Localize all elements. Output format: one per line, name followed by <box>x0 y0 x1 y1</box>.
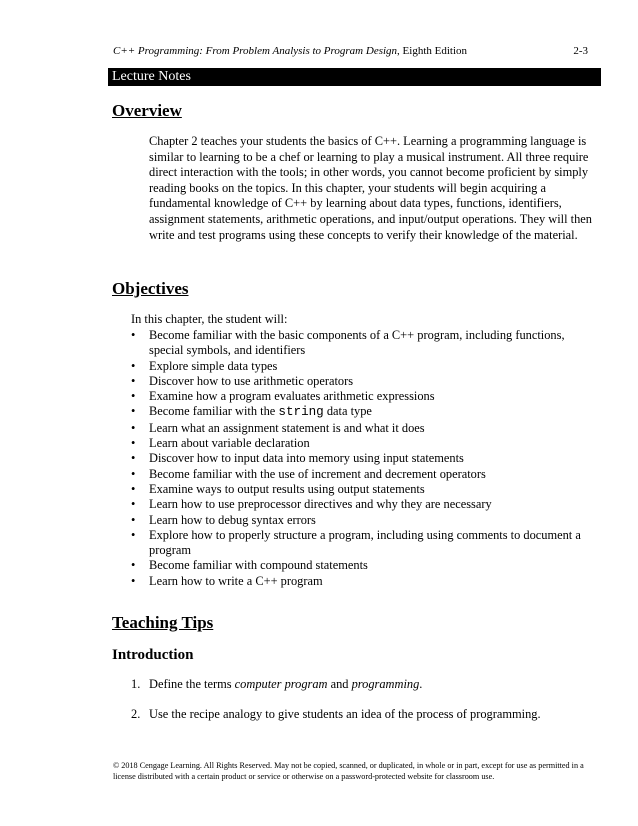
list-item-text: Learn what an assignment statement is and what it does <box>149 420 425 435</box>
list-item <box>131 558 601 573</box>
term-computer-program: computer program <box>234 677 328 691</box>
bullet: • <box>131 573 136 588</box>
page-number: 2-3 <box>573 45 588 57</box>
running-header <box>113 45 588 58</box>
list-item <box>131 467 601 482</box>
list-item-text: Become familiar with compound statements <box>149 558 368 573</box>
running-header-title <box>113 45 467 58</box>
bullet: • <box>131 404 136 419</box>
section-bar: Lecture Notes <box>108 68 601 86</box>
list-item <box>131 528 601 559</box>
objectives-heading: Objectives <box>112 279 189 298</box>
list-item-text: Become familiar with the basic components of a C++ program, including functions, special symbols, and identifiers <box>149 328 565 358</box>
copyright-footer: © 2018 Cengage Learning. All Rights Reserved. May not be copied, scanned, or duplicated, in whole or in part, except for use as permitted in a license distributed with a certain product or service or otherwise on a password-protected website for classroom use. <box>113 761 584 781</box>
bullet: • <box>131 373 136 388</box>
bullet: • <box>131 328 136 342</box>
list-item <box>131 677 601 692</box>
list-item-text: Become familiar with the use of increment and decrement operators <box>149 466 486 481</box>
bullet: • <box>131 512 136 527</box>
list-item-text: Explore how to properly structure a program, including using comments to document a program <box>149 527 581 558</box>
list-item-text: and <box>327 677 352 691</box>
introduction-subheading: Introduction <box>112 647 194 663</box>
list-item-text: Learn how to use preprocessor directives and why they are necessary <box>149 497 492 512</box>
bullet: • <box>131 497 136 512</box>
overview-paragraph: Chapter 2 teaches your students the basics of C++. Learning a programming language is similar to learning to be a chef or learning to play a musical instrument. All three require direct interaction with the tools; in other words, you cannot become proficient by simply reading books on the topics. In this chapter, your students will begin acquiring a fundamental knowledge of C++ by learning about data types, functions, identifiers, assignment statements, arithmetic operations, and input/output operations. They will then write and test programs using these concepts to verify their knowledge of the material. <box>149 134 592 242</box>
book-title: C++ Programming: From Problem Analysis to Program Design <box>113 45 398 57</box>
list-item-text: Explore simple data types <box>149 358 278 373</box>
list-item <box>131 707 601 722</box>
list-item <box>131 436 601 451</box>
list-item <box>131 497 601 512</box>
list-item-text: Learn how to debug syntax errors <box>149 512 316 527</box>
objectives-list <box>131 328 601 589</box>
list-item <box>131 328 601 359</box>
list-item <box>131 513 601 528</box>
bullet: • <box>131 358 136 373</box>
bullet: • <box>131 481 136 496</box>
list-item-text: Discover how to input data into memory using input statements <box>149 451 464 466</box>
code-string: string <box>278 405 324 420</box>
list-item-text: Learn how to write a C++ program <box>149 573 323 588</box>
list-item <box>131 451 601 466</box>
list-item-text: Examine ways to output results using output statements <box>149 481 425 496</box>
bullet: • <box>131 389 136 404</box>
list-number: 1. <box>131 677 141 691</box>
edition-label: , Eighth Edition <box>397 45 468 57</box>
list-item <box>131 389 601 404</box>
list-item-text: data type <box>323 404 372 419</box>
list-item-text: Discover how to use arithmetic operators <box>149 373 354 388</box>
list-item-text: Examine how a program evaluates arithmetic expressions <box>149 389 435 404</box>
list-item <box>131 574 601 589</box>
list-item <box>131 404 601 420</box>
term-programming: programming <box>351 677 420 691</box>
list-item-text: Become familiar with the <box>149 404 276 419</box>
overview-heading: Overview <box>112 101 182 120</box>
list-item-text: Learn about variable declaration <box>149 436 310 451</box>
list-item <box>131 421 601 436</box>
list-item-text: . <box>419 677 423 691</box>
teaching-tips-list <box>131 677 601 722</box>
bullet: • <box>131 558 136 573</box>
bullet: • <box>131 466 136 481</box>
bullet: • <box>131 436 136 451</box>
bullet: • <box>131 420 136 435</box>
bullet: • <box>131 451 136 466</box>
list-item <box>131 359 601 374</box>
list-item-text: Define the terms <box>149 677 235 691</box>
objectives-intro: In this chapter, the student will: <box>131 312 288 326</box>
list-item <box>131 482 601 497</box>
list-item-text: Use the recipe analogy to give students an idea of the process of programming. <box>149 707 541 721</box>
list-number: 2. <box>131 707 141 721</box>
bullet: • <box>131 527 136 542</box>
list-item <box>131 374 601 389</box>
teaching-tips-heading: Teaching Tips <box>112 613 214 632</box>
